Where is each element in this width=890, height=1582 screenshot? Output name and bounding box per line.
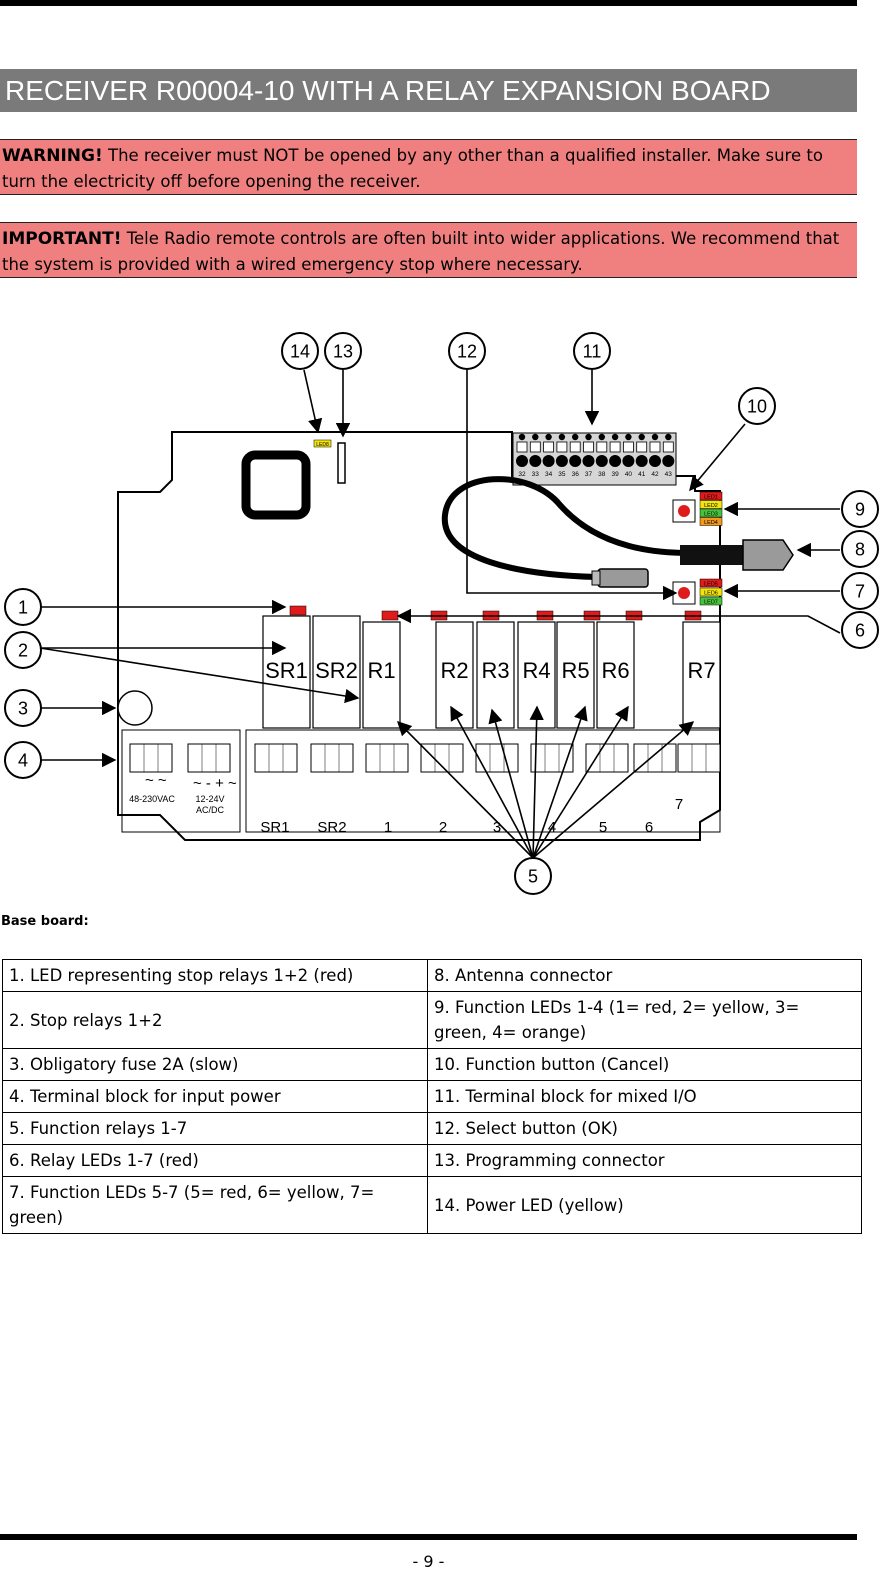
function-led-label: LED2 — [704, 503, 718, 509]
legend-row — [3, 1145, 862, 1177]
function-led-label: LED7 — [704, 599, 718, 606]
power-label-dc: 12-24V — [195, 794, 225, 804]
io-pin-top — [612, 434, 618, 440]
io-pin-bottom — [636, 455, 648, 467]
relay-label: R3 — [481, 658, 510, 683]
relay-label: R4 — [522, 658, 551, 683]
io-pin-top — [532, 434, 538, 440]
io-screw — [610, 442, 620, 452]
legend-cell: 5. Function relays 1-7 — [3, 1113, 428, 1145]
terminal-label: 4 — [547, 819, 557, 836]
terminal-label: 5 — [598, 819, 608, 836]
io-screw — [544, 442, 554, 452]
page-number: - 9 - — [412, 1552, 445, 1571]
callout-number: 14 — [289, 341, 311, 362]
io-pin-bottom — [662, 455, 674, 467]
terminal-connector — [311, 744, 353, 772]
io-screw — [584, 442, 594, 452]
select-button-dot — [678, 587, 690, 599]
io-screw — [623, 442, 633, 452]
function-leds-1-4 — [700, 492, 722, 526]
legend-row — [3, 1177, 862, 1234]
antenna-connector-nut — [743, 540, 793, 570]
callout-number: 12 — [456, 341, 478, 362]
legend-cell: 7. Function LEDs 5-7 (5= red, 6= yellow, 7= green) — [3, 1177, 428, 1234]
io-terminal-number: 37 — [584, 471, 593, 478]
function-led-label: LED6 — [704, 590, 718, 597]
io-pin-top — [652, 434, 658, 440]
io-screw — [597, 442, 607, 452]
terminal-connector — [476, 744, 518, 772]
io-screw — [557, 442, 567, 452]
callout-number: 6 — [854, 620, 866, 641]
io-pin-top — [599, 434, 605, 440]
legend-row — [3, 992, 862, 1049]
callout-number: 13 — [332, 341, 354, 362]
io-pin-bottom — [516, 455, 528, 467]
terminal-label: 1 — [383, 819, 393, 836]
legend-cell: 1. LED representing stop relays 1+2 (red) — [3, 960, 428, 992]
legend-row — [3, 1081, 862, 1113]
cable-plug-tip — [592, 571, 600, 585]
legend-cell: 2. Stop relays 1+2 — [3, 992, 428, 1049]
relay-label: R2 — [440, 658, 469, 683]
warning-label: WARNING! — [2, 146, 103, 166]
relay-label: R5 — [561, 658, 590, 683]
important-box — [0, 222, 857, 278]
function-leds-5-7 — [700, 579, 722, 606]
io-terminal-number: 32 — [518, 471, 526, 478]
relay-led — [382, 611, 398, 620]
legend-cell: 8. Antenna connector — [428, 960, 862, 992]
io-pin-bottom — [543, 455, 555, 467]
cable-plug — [598, 569, 648, 587]
important-text: Tele Radio remote controls are often built into wider applications. We recommend that the system is provided with a wired emergency stop where necessary. — [2, 229, 840, 274]
io-pin-top — [519, 434, 525, 440]
callout-number: 1 — [17, 597, 29, 618]
terminal-label: SR2 — [317, 819, 347, 836]
callout-number: 10 — [746, 396, 768, 417]
io-pin-top — [639, 434, 645, 440]
legend-cell: 6. Relay LEDs 1-7 (red) — [3, 1145, 428, 1177]
important-label: IMPORTANT! — [2, 229, 122, 249]
io-pin-bottom — [529, 455, 541, 467]
relay-label: R7 — [687, 658, 716, 683]
receiver-board-diagram — [0, 320, 890, 905]
callout-number: 4 — [17, 750, 29, 771]
io-terminal-number: 35 — [558, 471, 566, 478]
io-terminal-number: 42 — [651, 471, 659, 478]
legend-cell: 9. Function LEDs 1-4 (1= red, 2= yellow, 3= green, 4= orange) — [428, 992, 862, 1049]
io-terminal-number: 39 — [611, 471, 619, 478]
legend-cell: 11. Terminal block for mixed I/O — [428, 1081, 862, 1113]
power-label-acdc: AC/DC — [195, 805, 225, 815]
relay-label: SR1 — [265, 658, 308, 683]
callout-number: 2 — [17, 640, 29, 661]
cancel-button-dot — [678, 505, 690, 517]
io-pin-bottom — [649, 455, 661, 467]
callout-number: 8 — [854, 539, 866, 560]
io-pin-bottom — [583, 455, 595, 467]
io-pin-bottom — [622, 455, 634, 467]
io-pin-bottom — [569, 455, 581, 467]
terminal-label: 6 — [644, 819, 654, 836]
terminal-connector — [678, 744, 720, 772]
terminal-label: 2 — [438, 819, 448, 836]
legend-cell: 10. Function button (Cancel) — [428, 1049, 862, 1081]
callout-number: 7 — [854, 581, 866, 602]
terminal-label: SR1 — [260, 819, 290, 836]
warning-text: The receiver must NOT be opened by any other than a qualified installer. Make sure to turn the electricity off before opening the receiver. — [2, 146, 823, 191]
top-rule — [0, 0, 857, 6]
function-led-label: LED3 — [704, 511, 718, 518]
callout-number: 9 — [854, 499, 866, 520]
terminal-label: 7 — [674, 796, 684, 813]
io-terminal-number: 41 — [638, 471, 646, 478]
legend-row — [3, 1049, 862, 1081]
terminal-connector — [421, 744, 463, 772]
io-pin-bottom — [596, 455, 608, 467]
io-pin-top — [559, 434, 565, 440]
io-pin-bottom — [556, 455, 568, 467]
io-pin-top — [625, 434, 631, 440]
io-pin-top — [665, 434, 671, 440]
terminal-connector — [130, 744, 172, 772]
legend-cell: 4. Terminal block for input power — [3, 1081, 428, 1113]
legend-cell: 14. Power LED (yellow) — [428, 1177, 862, 1234]
relay-label: R6 — [601, 658, 630, 683]
callout-number: 3 — [17, 698, 29, 719]
io-pin-top — [585, 434, 591, 440]
function-led-label: LED4 — [704, 520, 718, 526]
io-terminal-number: 36 — [571, 471, 579, 478]
io-screw — [650, 442, 660, 452]
power-symbols-ac: ~ ~ — [145, 772, 167, 789]
terminal-label: 3 — [492, 819, 502, 836]
warning-box — [0, 139, 857, 195]
io-screw — [637, 442, 647, 452]
relay-label: SR2 — [315, 658, 358, 683]
antenna-connector — [680, 545, 745, 565]
fuse — [118, 691, 152, 725]
callout-number: 11 — [582, 341, 602, 362]
legend-cell: 13. Programming connector — [428, 1145, 862, 1177]
io-screw — [570, 442, 580, 452]
bottom-rule — [0, 1534, 857, 1540]
relay-label: R1 — [367, 658, 396, 683]
io-pin-top — [545, 434, 551, 440]
power-label-ac: 48-230VAC — [129, 794, 175, 804]
terminal-connector — [188, 744, 230, 772]
io-terminal-number: 33 — [531, 471, 539, 478]
legend-row — [3, 960, 862, 992]
io-screw — [663, 442, 673, 452]
io-terminal-number: 40 — [624, 471, 633, 478]
function-led-label: LED1 — [704, 494, 718, 501]
io-terminal-number: 43 — [664, 471, 672, 478]
legend-cell: 3. Obligatory fuse 2A (slow) — [3, 1049, 428, 1081]
legend-cell: 12. Select button (OK) — [428, 1113, 862, 1145]
power-symbols-dc: ~ - + ~ — [193, 775, 237, 792]
legend-row — [3, 1113, 862, 1145]
legend-table — [2, 959, 862, 1234]
io-screw — [530, 442, 540, 452]
page-title: RECEIVER R00004-10 WITH A RELAY EXPANSION BOARD — [0, 69, 857, 112]
terminal-connector — [586, 744, 628, 772]
base-board-label: Base board: — [1, 914, 89, 929]
programming-connector — [338, 443, 345, 483]
terminal-connector — [255, 744, 297, 772]
io-screw — [517, 442, 527, 452]
power-led-label: LED8 — [316, 442, 329, 448]
io-pin-top — [572, 434, 578, 440]
io-terminal-number: 38 — [598, 471, 606, 478]
relay-led — [290, 606, 306, 615]
io-terminal-number: 34 — [544, 471, 553, 478]
function-led-label: LED5 — [704, 581, 718, 588]
terminal-connector — [366, 744, 408, 772]
io-pin-bottom — [609, 455, 621, 467]
callout-number: 5 — [527, 866, 539, 887]
